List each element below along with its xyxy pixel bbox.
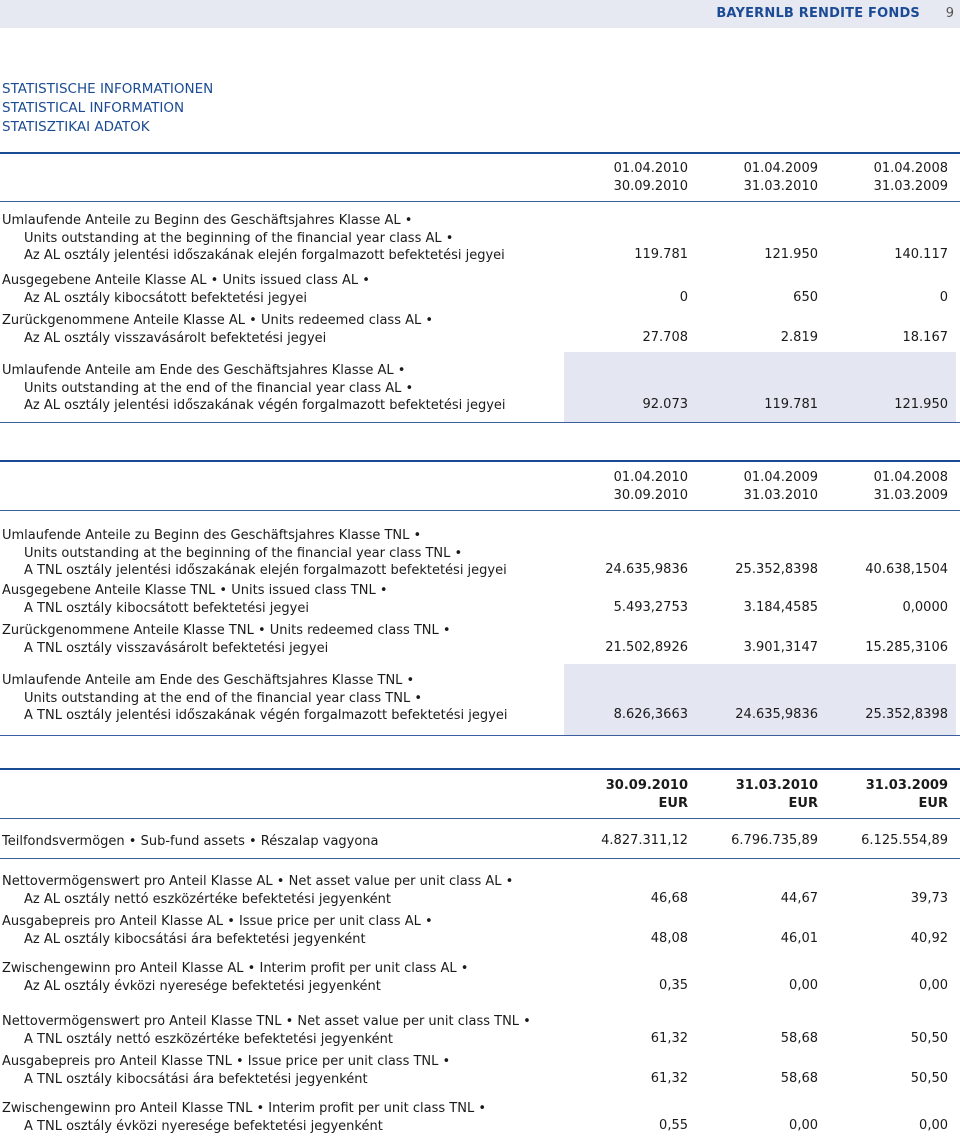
row-value: 140.117 <box>894 247 948 262</box>
row-label-line: Units outstanding at the beginning of the financial year class AL • <box>24 230 454 246</box>
row-value: 119.781 <box>634 247 688 262</box>
column-header <box>818 160 948 196</box>
row-label <box>2 672 507 725</box>
row-separator <box>0 858 960 859</box>
row-label-line: Teilfondsvermögen • Sub-fund assets • Részalap vagyona <box>2 834 379 849</box>
row-label-line: Nettovermögenswert pro Anteil Klasse TNL • Net asset value per unit class TNL • <box>2 1014 531 1029</box>
row-value: 2.819 <box>780 329 818 345</box>
row-value: 8.626,3663 <box>613 707 688 722</box>
row-value: 58,68 <box>780 1070 818 1086</box>
row-label <box>2 1053 450 1088</box>
row-value: 0,35 <box>659 977 688 993</box>
header-rule <box>0 510 960 511</box>
row-value: 25.352,8398 <box>735 562 818 577</box>
row-value: 24.635,9836 <box>735 707 818 722</box>
column-header-line2: 31.03.2010 <box>743 179 818 194</box>
column-header <box>688 777 818 813</box>
column-header-line1: 01.04.2009 <box>743 470 818 485</box>
row-value: 25.352,8398 <box>865 707 948 722</box>
row-label <box>2 833 379 851</box>
row-label <box>2 212 505 265</box>
column-header <box>558 160 688 196</box>
page-header <box>0 0 960 28</box>
title-de: STATISTISCHE INFORMATIONEN <box>2 81 214 97</box>
title-hu: STATISZTIKAI ADATOK <box>2 119 150 135</box>
row-label-line: A TNL osztály visszavásárolt befektetési jegyei <box>24 640 329 656</box>
row-value: 39,73 <box>910 890 948 906</box>
row-value: 46,68 <box>650 890 688 906</box>
row-label-line: Zwischengewinn pro Anteil Klasse AL • Interim profit per unit class AL • <box>2 961 469 976</box>
column-header <box>558 777 688 813</box>
shaded-cell <box>824 664 956 735</box>
shaded-cell <box>694 664 826 735</box>
row-label-line: Units outstanding at the beginning of the financial year class TNL • <box>24 545 463 561</box>
table-bottom-rule <box>0 422 960 423</box>
row-label <box>2 913 433 948</box>
shaded-cell <box>564 664 696 735</box>
row-label-line: Ausgabepreis pro Anteil Klasse TNL • Issue price per unit class TNL • <box>2 1054 451 1069</box>
column-header <box>818 469 948 505</box>
title-en: STATISTICAL INFORMATION <box>2 100 185 116</box>
column-header <box>688 160 818 196</box>
row-value: 6.125.554,89 <box>861 833 948 848</box>
row-value: 0 <box>939 289 948 305</box>
row-label <box>2 960 468 995</box>
row-label-line: Zurückgenommene Anteile Klasse AL • Units redeemed class AL • <box>2 313 434 328</box>
table-bottom-rule <box>0 735 960 736</box>
column-header-line1: 30.09.2010 <box>605 778 688 793</box>
column-header-line1: 01.04.2010 <box>613 470 688 485</box>
table-top-rule <box>0 768 960 770</box>
row-label-line: Umlaufende Anteile am Ende des Geschäftsjahres Klasse AL • <box>2 363 406 378</box>
row-value: 40.638,1504 <box>865 562 948 577</box>
row-value: 0,00 <box>919 977 948 993</box>
row-label-line: A TNL osztály jelentési időszakának végén forgalmazott befektetési jegyei <box>24 708 508 723</box>
row-value: 44,67 <box>780 890 818 906</box>
row-label-line: Units outstanding at the end of the financial year class AL • <box>24 380 414 396</box>
row-value: 5.493,2753 <box>613 599 688 615</box>
row-label-line: Zwischengewinn pro Anteil Klasse TNL • Interim profit per unit class TNL • <box>2 1101 487 1116</box>
row-label-line: A TNL osztály kibocsátott befektetési jegyei <box>24 600 309 616</box>
column-header-line1: 01.04.2008 <box>873 470 948 485</box>
row-label <box>2 1013 531 1048</box>
row-label-line: A TNL osztály nettó eszközértéke befektetési jegyenként <box>24 1031 393 1047</box>
row-value: 46,01 <box>780 930 818 946</box>
row-label <box>2 312 433 347</box>
row-value: 3.901,3147 <box>743 639 818 655</box>
column-header-line1: 01.04.2009 <box>743 161 818 176</box>
column-header-line1: 31.03.2010 <box>735 778 818 793</box>
column-header <box>688 469 818 505</box>
row-value: 0,55 <box>659 1117 688 1133</box>
table-top-rule <box>0 152 960 154</box>
row-label <box>2 272 370 307</box>
row-value: 61,32 <box>650 1070 688 1086</box>
row-value: 6.796.735,89 <box>731 833 818 848</box>
row-label-line: Ausgabepreis pro Anteil Klasse AL • Issue price per unit class AL • <box>2 914 433 929</box>
column-header-line2: 30.09.2010 <box>613 179 688 194</box>
row-value: 0,00 <box>919 1117 948 1133</box>
row-value: 92.073 <box>642 397 688 412</box>
row-label-line: Nettovermögenswert pro Anteil Klasse AL • Net asset value per unit class AL • <box>2 874 514 889</box>
row-label-line: Az AL osztály jelentési időszakának végén forgalmazott befektetési jegyei <box>24 398 506 413</box>
row-label-line: A TNL osztály évközi nyeresége befektetési jegyenként <box>24 1118 383 1134</box>
column-header-line2: EUR <box>788 796 818 811</box>
row-value: 121.950 <box>764 247 818 262</box>
brand-title: BAYERNLB RENDITE FONDS <box>716 6 920 21</box>
row-value: 650 <box>793 289 818 305</box>
row-label-line: Az AL osztály nettó eszközértéke befektetési jegyenként <box>24 891 392 907</box>
row-label-line: Ausgegebene Anteile Klasse AL • Units issued class AL • <box>2 273 370 288</box>
row-label-line: Az AL osztály évközi nyeresége befektetési jegyenként <box>24 978 381 994</box>
column-header-line2: 31.03.2009 <box>873 179 948 194</box>
row-label <box>2 362 506 415</box>
row-label <box>2 873 513 908</box>
row-label-line: Az AL osztály kibocsátási ára befektetési jegyenként <box>24 931 366 947</box>
column-header-line2: 31.03.2009 <box>873 488 948 503</box>
page-number: 9 <box>945 6 954 21</box>
row-label-line: Ausgegebene Anteile Klasse TNL • Units issued class TNL • <box>2 583 388 598</box>
row-label <box>2 622 451 657</box>
row-value: 0,00 <box>789 1117 818 1133</box>
row-value: 27.708 <box>642 329 688 345</box>
column-header-line1: 01.04.2010 <box>613 161 688 176</box>
row-value: 0,0000 <box>902 599 948 615</box>
row-value: 0,00 <box>789 977 818 993</box>
header-rule <box>0 201 960 202</box>
row-value: 48,08 <box>650 930 688 946</box>
row-value: 121.950 <box>894 397 948 412</box>
row-value: 40,92 <box>910 930 948 946</box>
row-label <box>2 527 507 580</box>
header-rule <box>0 818 960 819</box>
row-label-line: Umlaufende Anteile am Ende des Geschäftsjahres Klasse TNL • <box>2 673 415 688</box>
row-label-line: A TNL osztály kibocsátási ára befektetési jegyenként <box>24 1071 368 1087</box>
table-top-rule <box>0 460 960 462</box>
section-titles <box>2 80 213 137</box>
row-value: 50,50 <box>910 1070 948 1086</box>
column-header-line2: EUR <box>658 796 688 811</box>
row-value: 61,32 <box>650 1030 688 1046</box>
column-header-line2: 31.03.2010 <box>743 488 818 503</box>
row-label-line: Zurückgenommene Anteile Klasse TNL • Units redeemed class TNL • <box>2 623 451 638</box>
row-label-line: Units outstanding at the end of the financial year class TNL • <box>24 690 422 706</box>
row-value: 21.502,8926 <box>605 639 688 655</box>
column-header <box>818 777 948 813</box>
row-value: 119.781 <box>764 397 818 412</box>
row-label-line: Umlaufende Anteile zu Beginn des Geschäftsjahres Klasse AL • <box>2 213 413 228</box>
column-header-line2: 30.09.2010 <box>613 488 688 503</box>
row-label-line: Az AL osztály visszavásárolt befektetési jegyei <box>24 330 327 346</box>
column-header <box>558 469 688 505</box>
row-label <box>2 582 388 617</box>
row-value: 18.167 <box>902 329 948 345</box>
row-label-line: Az AL osztály jelentési időszakának elején forgalmazott befektetési jegyei <box>24 248 505 263</box>
row-label-line: Umlaufende Anteile zu Beginn des Geschäftsjahres Klasse TNL • <box>2 528 422 543</box>
row-value: 4.827.311,12 <box>601 833 688 848</box>
column-header-line2: EUR <box>918 796 948 811</box>
row-value: 58,68 <box>780 1030 818 1046</box>
row-label-line: A TNL osztály jelentési időszakának elején forgalmazott befektetési jegyei <box>24 563 507 578</box>
row-label <box>2 1100 486 1135</box>
row-value: 0 <box>679 289 688 305</box>
row-value: 15.285,3106 <box>865 639 948 655</box>
row-value: 50,50 <box>910 1030 948 1046</box>
row-value: 3.184,4585 <box>743 599 818 615</box>
row-label-line: Az AL osztály kibocsátott befektetési jegyei <box>24 290 308 306</box>
column-header-line1: 01.04.2008 <box>873 161 948 176</box>
column-header-line1: 31.03.2009 <box>865 778 948 793</box>
row-value: 24.635,9836 <box>605 562 688 577</box>
